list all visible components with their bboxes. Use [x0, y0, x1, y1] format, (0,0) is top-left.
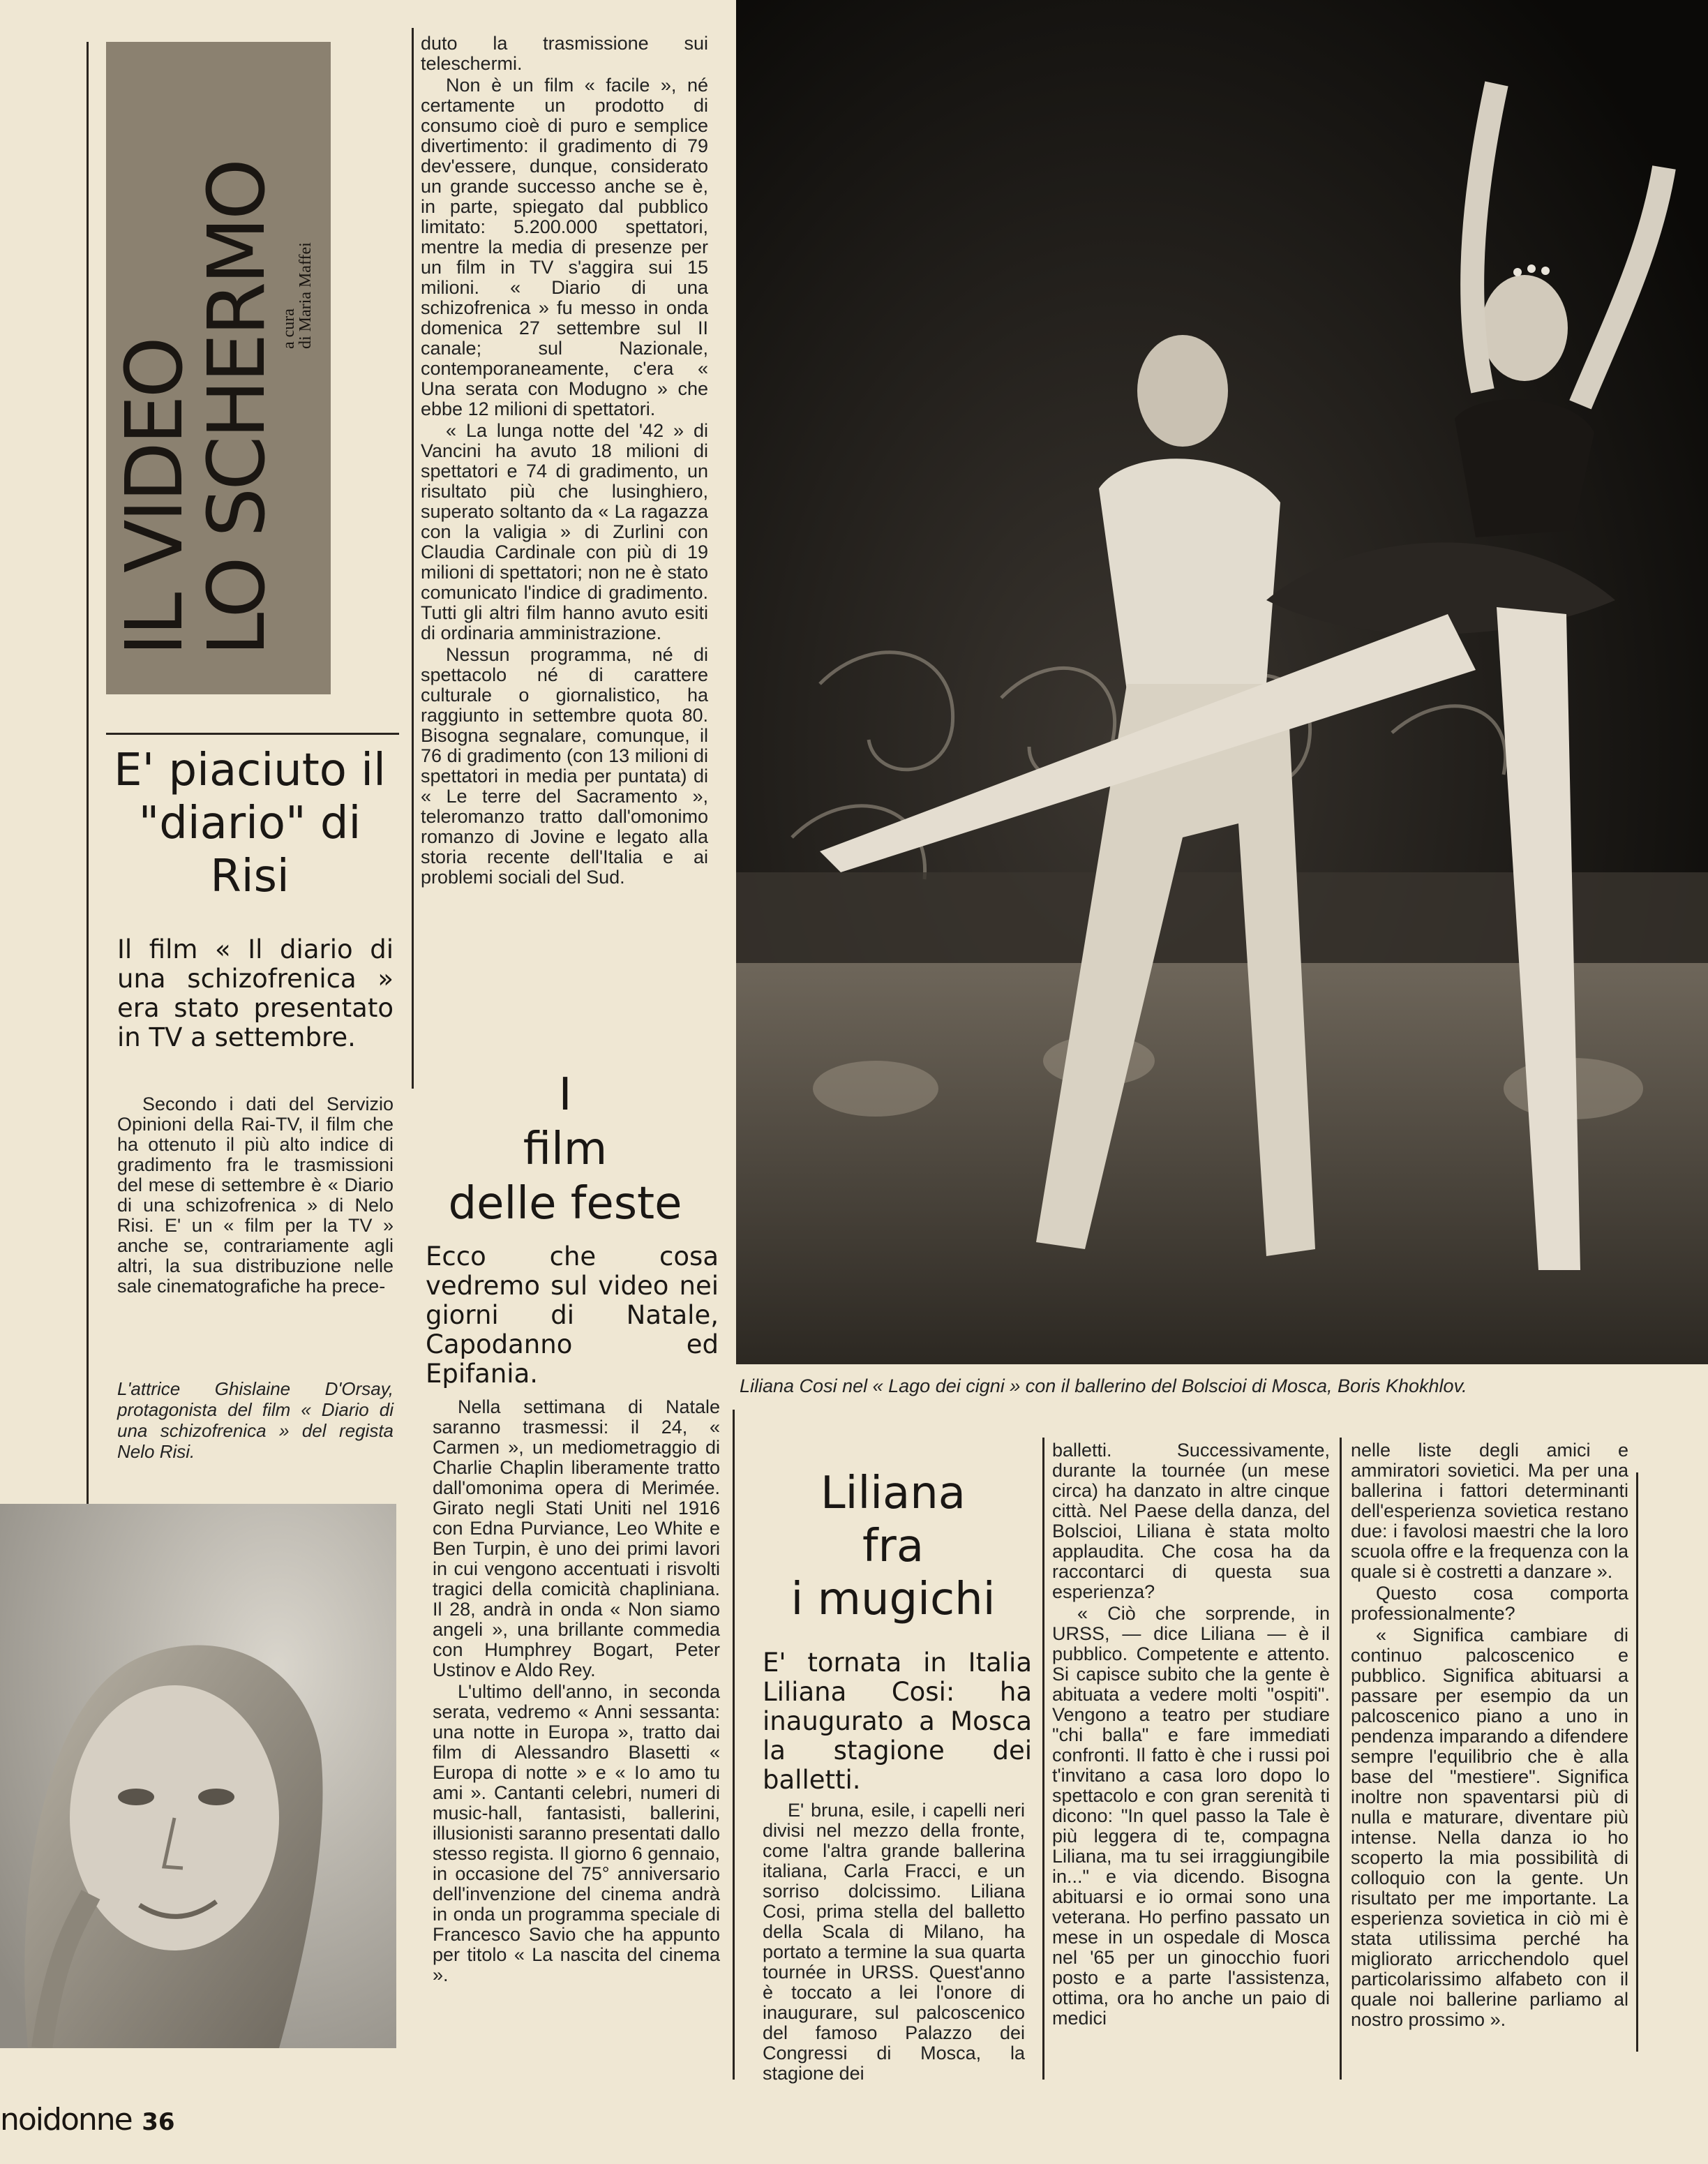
article3-rule-col3	[1340, 1438, 1342, 2080]
footer	[0, 2102, 419, 2144]
actress-portrait-photo	[0, 1504, 396, 2048]
article3-title-line3: i mugichi	[791, 1574, 996, 1625]
middle-column-rule-upper	[412, 28, 414, 1089]
article3-rule-col2	[1042, 1438, 1044, 2080]
article2-title	[419, 1068, 712, 1231]
article3-title-line2: fra	[862, 1521, 924, 1572]
article1-photo-caption: L'attrice Ghislaine D'Orsay, protagonista del film « Diario di una schizofrenica » del regista Nelo Risi.	[117, 1378, 394, 1462]
ballet-photo	[736, 0, 1708, 1364]
ballet-photo-image	[736, 0, 1708, 1364]
article1-body-continued: duto la trasmissione sui teleschermi. Non è un film « facile », né certamente un prodotto di consumo cioè di puro e semplice divertimento: il gradimento di 79 dev'essere, dunque, considerato un grande successo anche se è, in parte, spiegato dal pubblico limitato: 5.200.000 spettatori, mentre la media di presenze per un film in TV s'aggira sui 15 milioni. « Diario di una schizofrenica » fu messo in onda domenica 27 settembre sul II canale; sul Nazionale, contemporaneamente, c'era « Una serata con Modugno » che ebbe 12 milioni di spettatori. « La lunga notte del '42 » di Vancini ha avuto 18 milioni di spettatori e 74 di gradimento, un risultato più che lusinghiero, superato soltanto da « La ragazza con la valigia » di Zurlini con Claudia Cardinale con più di 19 milioni di spettatori; non ne è stato comunicato l'indice di gradimento. Tutti gli altri film hanno avuto esiti di ordinaria amministrazione. Nessun programma, né di spettacolo né di carattere culturale o giornalistico, ha raggiunto in settembre quota 80. Bisogna segnalare, comunque, il 76 di gradimento (con 13 milioni di spettatori in media per puntata) di « Le terre del Sacramento », teleromanzo tratto dall'omonimo romanzo di Jovine e legato alla storia recente dell'Italia e ai problemi sociali del Sud.	[421, 33, 708, 888]
article1-subtitle: Il film « Il diario di una schizofrenica » era stato presentato in TV a settembre.	[117, 934, 394, 1052]
column-header-byline: a cura di Maria Maffei	[280, 242, 315, 349]
column-header-line2: LO SCHERMO	[192, 161, 283, 656]
article2-body: Nella settimana di Natale saranno trasmessi: il 24, « Carmen », un mediometraggio di Charlie Chaplin liberamente tratto dall'omonima opera di Merimée. Girato negli Stati Uniti nel 1916 con Edna Purviance, Leo White e Ben Turpin, è uno dei primi lavori in cui vengono accentuati i risvolti tragici della comicità chapliniana. Il 28, andrà in onda « Non siamo angeli », una brillante commedia con Humphrey Bogart, Peter Ustinov e Aldo Rey. L'ultimo dell'anno, in seconda serata, vedremo « Anni sessanta: una notte in Europa », tratto dai film di Alessandro Blasetti « Europa di notte » e « Io amo tu ami ». Cantanti celebri, numeri di music-hall, fantasisti, ballerini, illusionisti saranno presentati dallo stesso regista. Il giorno 6 gennaio, in occasione del 75° anniversario dell'invenzione del cinema andrà in onda un programma speciale di Francesco Savio che ha appunto per titolo « La nascita del cinema ».	[433, 1396, 720, 1985]
article3-title	[754, 1467, 1033, 1626]
article2-title-line2: film	[523, 1124, 608, 1175]
page-number: 36	[142, 2108, 175, 2136]
article2-title-line1: I	[558, 1069, 572, 1121]
article1-body-left: Secondo i dati del Servizio Opinioni della Rai-TV, il film che ha ottenuto il più alto indice di gradimento fra le trasmissioni del mese di settembre è « Diario di una schizofrenica » di Nelo Risi. E' un « film per la TV » anche se, contrariamente agli altri, la sua distribuzione nelle sale cinematografiche ha prece-	[117, 1094, 394, 1297]
article3-left-rule	[733, 1410, 735, 2080]
article1-title: E' piaciuto il "diario" di Risi	[114, 745, 386, 902]
article3-subtitle: E' tornata in Italia Liliana Cosi: ha inaugurato a Mosca la stagione dei balletti.	[763, 1648, 1032, 1795]
article3-body-col2: balletti. Successivamente, durante la tournée (un mese circa) ha danzato in altre cinque città. Nel Paese della danza, del Bolscioi, Liliana è stata molto applaudita. Che cosa ha da raccontarci di questa sua esperienza? « Ciò che sorprende, in URSS, — dice Liliana — è il pubblico. Competente e attento. Si capisce subito che la gente è abituata a vedere molti "ospiti". Vengono a teatro per studiare "chi balla" e fare immediati confronti. Il fatto è che i russi poi t'invitano a casa loro dopo lo spettacolo e con gran serenità ti dicono: "In quel passo la Tale è più leggera di te, compagna Liliana, ma tu sei irraggiungibile in..." e via dicendo. Bisogna abituarsi e io ormai sono una veterana. Ho perfino passato un mese in un ospedale di Mosca nel '65 per un ginocchio fuori posto e a parte l'assistenza, ottima, ora ho anche un paio di medici	[1052, 1440, 1330, 2029]
article3-body-col1: E' bruna, esile, i capelli neri divisi nel mezzo della fronte, come l'altra grande ballerina italiana, Carla Fracci, e un sorriso dolcissimo. Liliana Cosi, prima stella del balletto della Scala di Milano, ha portato a termine la sua quarta tournée in URSS. Quest'anno è toccato a lei l'onore di inaugurare, sul palcoscenico del famoso Palazzo dei Congressi di Mosca, la stagione dei	[763, 1800, 1025, 2084]
magazine-logo: noidonne	[0, 2102, 132, 2137]
article3-title-line1: Liliana	[821, 1468, 966, 1519]
article3-right-rule	[1636, 1472, 1638, 2052]
ballet-photo-caption: Liliana Cosi nel « Lago dei cigni » con il ballerino del Bolscioi di Mosca, Boris Khokhlov.	[740, 1375, 1467, 1396]
article2-subtitle: Ecco che cosa vedremo sul video nei giorni di Natale, Capodanno ed Epifania.	[426, 1241, 719, 1389]
article3-body-col3: nelle liste degli amici e ammiratori sovietici. Ma per una ballerina i fattori determinanti dell'esperienza sovietica restano due: i favolosi maestri che la loro scuola offre e la frequenza con la quale si è costretti a danzare ». Questo cosa comporta professionalmente? « Significa cambiare di continuo palcoscenico e pubblico. Significa abituarsi a passare per esempio da un palcoscenico piano a uno in pendenza imparando a difendere sempre l'equilibrio che è alla base del "mestiere". Significa inoltre non spaventarsi più di nulla e maturare, diventare più intense. Nella danza io ho scoperto la mia possibilità di colloquio con la gente. Un risultato per me importante. La esperienza sovietica in ciò mi è stata utilissima perché ha migliorato arricchendolo quel particolarissimo alfabeto con il quale noi ballerine parliamo al nostro prossimo ».	[1351, 1440, 1628, 2030]
article1-top-rule	[106, 733, 399, 735]
article2-title-line3: delle feste	[448, 1178, 682, 1230]
column-header-line1: IL VIDEO	[110, 339, 200, 656]
column-header-box	[106, 42, 331, 694]
actress-portrait-image	[0, 1504, 396, 2048]
